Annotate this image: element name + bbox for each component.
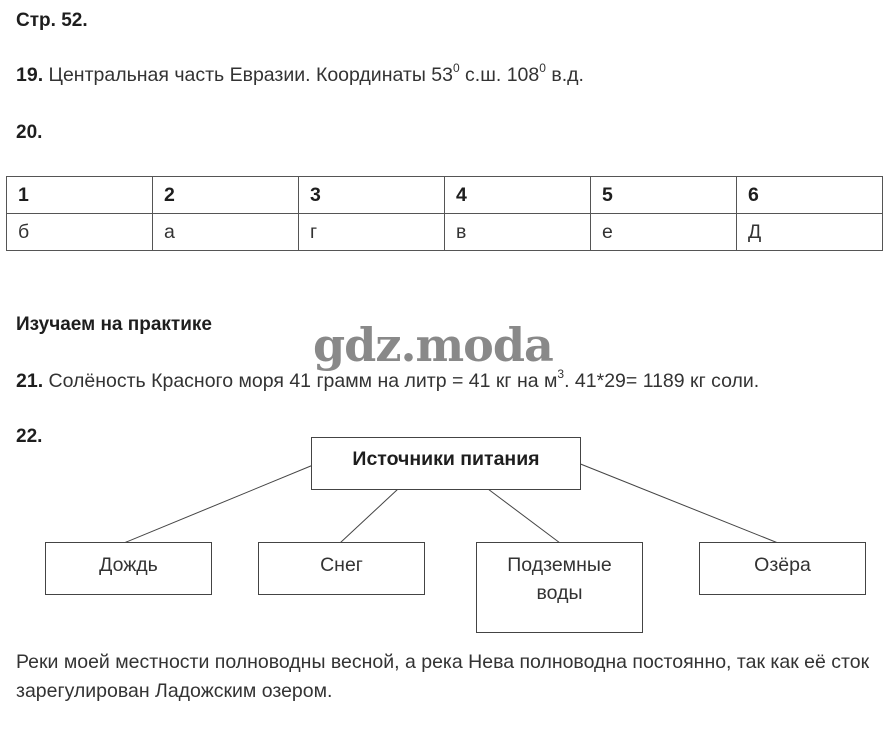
answer-table-header-cell: 2 — [153, 177, 299, 214]
connector-line — [488, 489, 560, 543]
question-19-sup-2: 0 — [539, 60, 546, 75]
practice-heading: Изучаем на практике — [16, 314, 212, 335]
question-21-end: . 41*29= 1189 кг соли. — [564, 370, 760, 392]
answer-table-cell: Д — [737, 214, 883, 251]
answer-table-header-cell: 5 — [591, 177, 737, 214]
answer-table-cell: г — [299, 214, 445, 251]
answer-table-header-cell: 1 — [7, 177, 153, 214]
question-19-number: 19. — [16, 64, 44, 86]
question-20-number: 20. — [16, 122, 43, 143]
answer-table-header-cell: 6 — [737, 177, 883, 214]
question-22-number: 22. — [16, 426, 43, 447]
diagram-child-lakes: Озёра — [699, 542, 866, 595]
connector-line — [340, 489, 398, 543]
question-21-number: 21. — [16, 370, 44, 392]
question-19-end: в.д. — [545, 64, 584, 86]
connector-line — [124, 463, 318, 543]
connector-line — [578, 463, 778, 543]
question-21-sup: 3 — [557, 366, 565, 381]
question-19-sup-1: 0 — [452, 60, 460, 75]
diagram-child-rain: Дождь — [45, 542, 212, 595]
answer-table-header-cell: 3 — [299, 177, 445, 214]
question-19-text: Центральная часть Евразии. Координаты 53 — [48, 64, 453, 86]
conclusion-paragraph: Реки моей местности полноводны весной, а река Нева полноводна постоянно, так как её сток зарегулирован Ладожским озером. — [16, 651, 870, 702]
answer-table-cell: б — [7, 214, 153, 251]
answer-table-cell: а — [153, 214, 299, 251]
answer-table-header-cell: 4 — [445, 177, 591, 214]
question-19-mid: с.ш. 108 — [459, 64, 540, 86]
diagram-child-groundwater: Подземные воды — [476, 542, 643, 633]
answer-table-cell: е — [591, 214, 737, 251]
watermark: gdz.moda — [313, 318, 553, 372]
answer-table-cell: в — [445, 214, 591, 251]
diagram-child-snow: Снег — [258, 542, 425, 595]
question-21-text: Солёность Красного моря 41 грамм на литр = 41 кг на м — [48, 370, 558, 392]
page-header: Стр. 52. — [16, 10, 88, 31]
diagram-root-box: Источники питания — [311, 437, 581, 490]
